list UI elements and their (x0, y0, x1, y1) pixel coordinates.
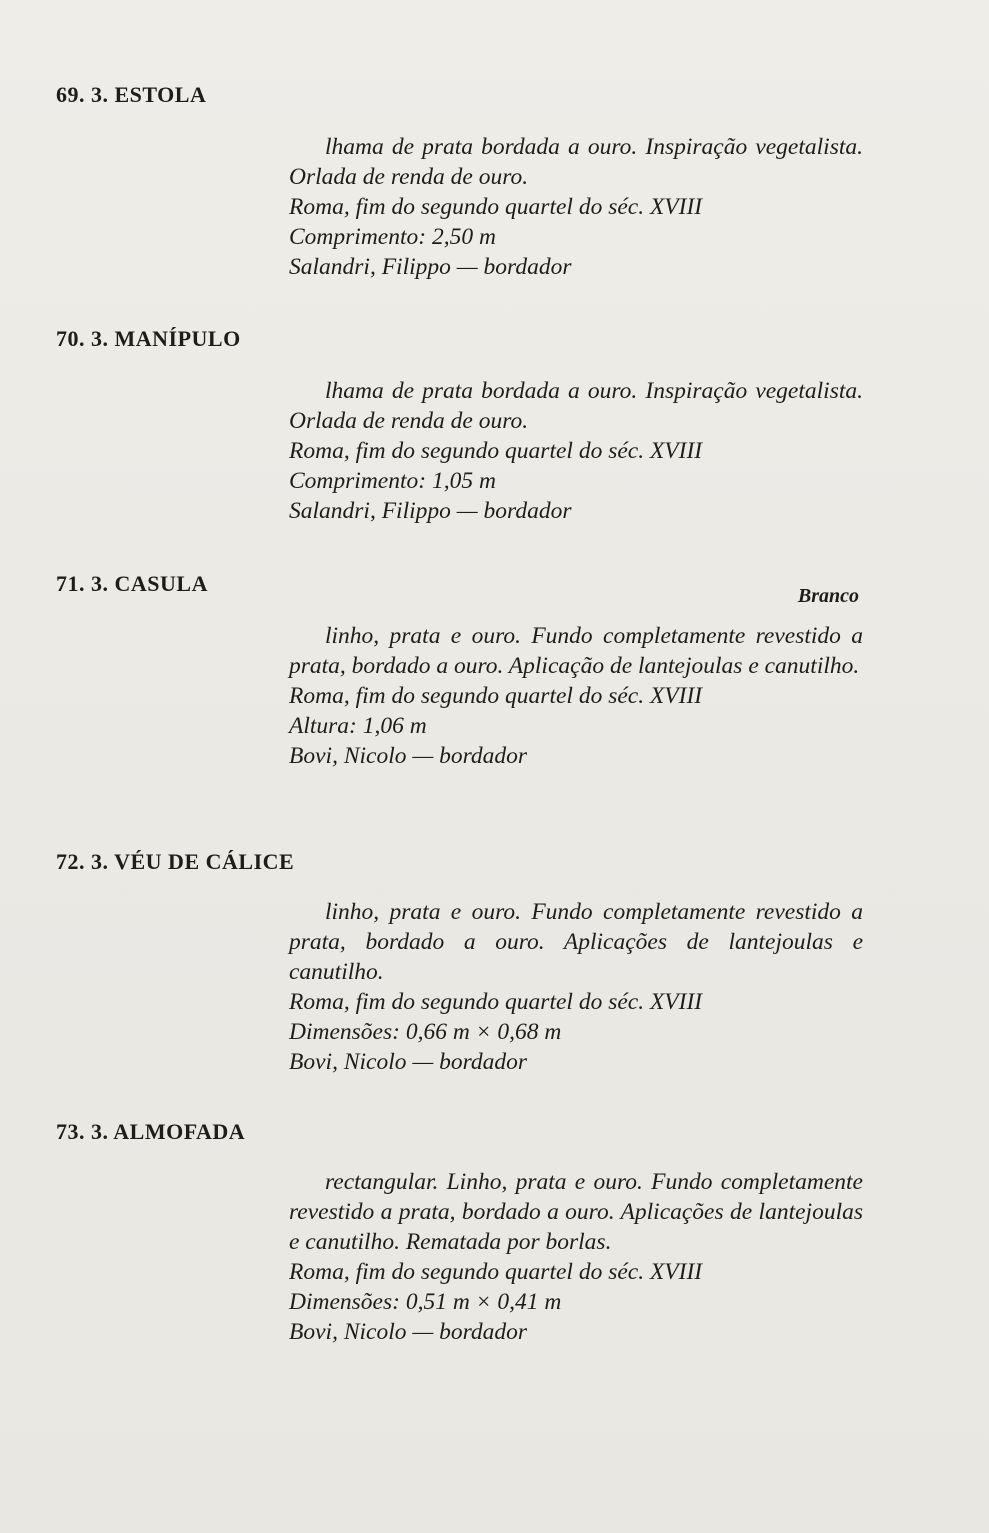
entry-maker: Salandri, Filippo — bordador (289, 254, 572, 280)
entry-heading: 69. 3. ESTOLA (56, 82, 207, 107)
entry-description: linho, prata e ouro. Fundo completamente revestido a prata, bordado a ouro. Aplicações de lantejoulas e canutilho. (289, 899, 863, 985)
entry-body (289, 376, 863, 526)
entry-body (289, 132, 863, 282)
entry-origin: Roma, fim do segundo quartel do séc. XVIII (289, 438, 703, 464)
entry-measure: Comprimento: 2,50 m (289, 224, 496, 250)
entry-body (289, 897, 863, 1077)
entry-origin: Roma, fim do segundo quartel do séc. XVIII (289, 194, 703, 220)
entry-measure: Altura: 1,06 m (289, 713, 427, 739)
entry-heading: 72. 3. VÉU DE CÁLICE (56, 849, 295, 874)
entry-maker: Bovi, Nicolo — bordador (289, 1049, 528, 1075)
entry-maker: Bovi, Nicolo — bordador (289, 1319, 528, 1345)
entry-description: rectangular. Linho, prata e ouro. Fundo completamente revestido a prata, bordado a ouro. Aplicações de lantejoulas e canutilho. Rematada por borlas. (289, 1169, 863, 1255)
entry-measure: Dimensões: 0,66 m × 0,68 m (289, 1019, 562, 1045)
entry-maker: Salandri, Filippo — bordador (289, 498, 572, 524)
entry-description: lhama de prata bordada a ouro. Inspiração vegetalista. Orlada de renda de ouro. (289, 134, 863, 190)
entry-measure: Comprimento: 1,05 m (289, 468, 496, 494)
entry-origin: Roma, fim do segundo quartel do séc. XVIII (289, 683, 703, 709)
entry-maker: Bovi, Nicolo — bordador (289, 743, 528, 769)
entry-body (289, 1167, 863, 1347)
entry-heading: 70. 3. MANÍPULO (56, 326, 241, 351)
entry-body (289, 621, 863, 771)
liturgical-color-label: Branco (797, 585, 859, 607)
entry-origin: Roma, fim do segundo quartel do séc. XVIII (289, 1259, 703, 1285)
entry-description: lhama de prata bordada a ouro. Inspiração vegetalista. Orlada de renda de ouro. (289, 378, 863, 434)
entry-heading: 73. 3. ALMOFADA (56, 1119, 246, 1144)
entry-measure: Dimensões: 0,51 m × 0,41 m (289, 1289, 562, 1315)
entry-origin: Roma, fim do segundo quartel do séc. XVIII (289, 989, 703, 1015)
entry-heading: 71. 3. CASULA (56, 571, 208, 596)
entry-description: linho, prata e ouro. Fundo completamente revestido a prata, bordado a ouro. Aplicação de lantejoulas e canutilho. (289, 623, 863, 679)
